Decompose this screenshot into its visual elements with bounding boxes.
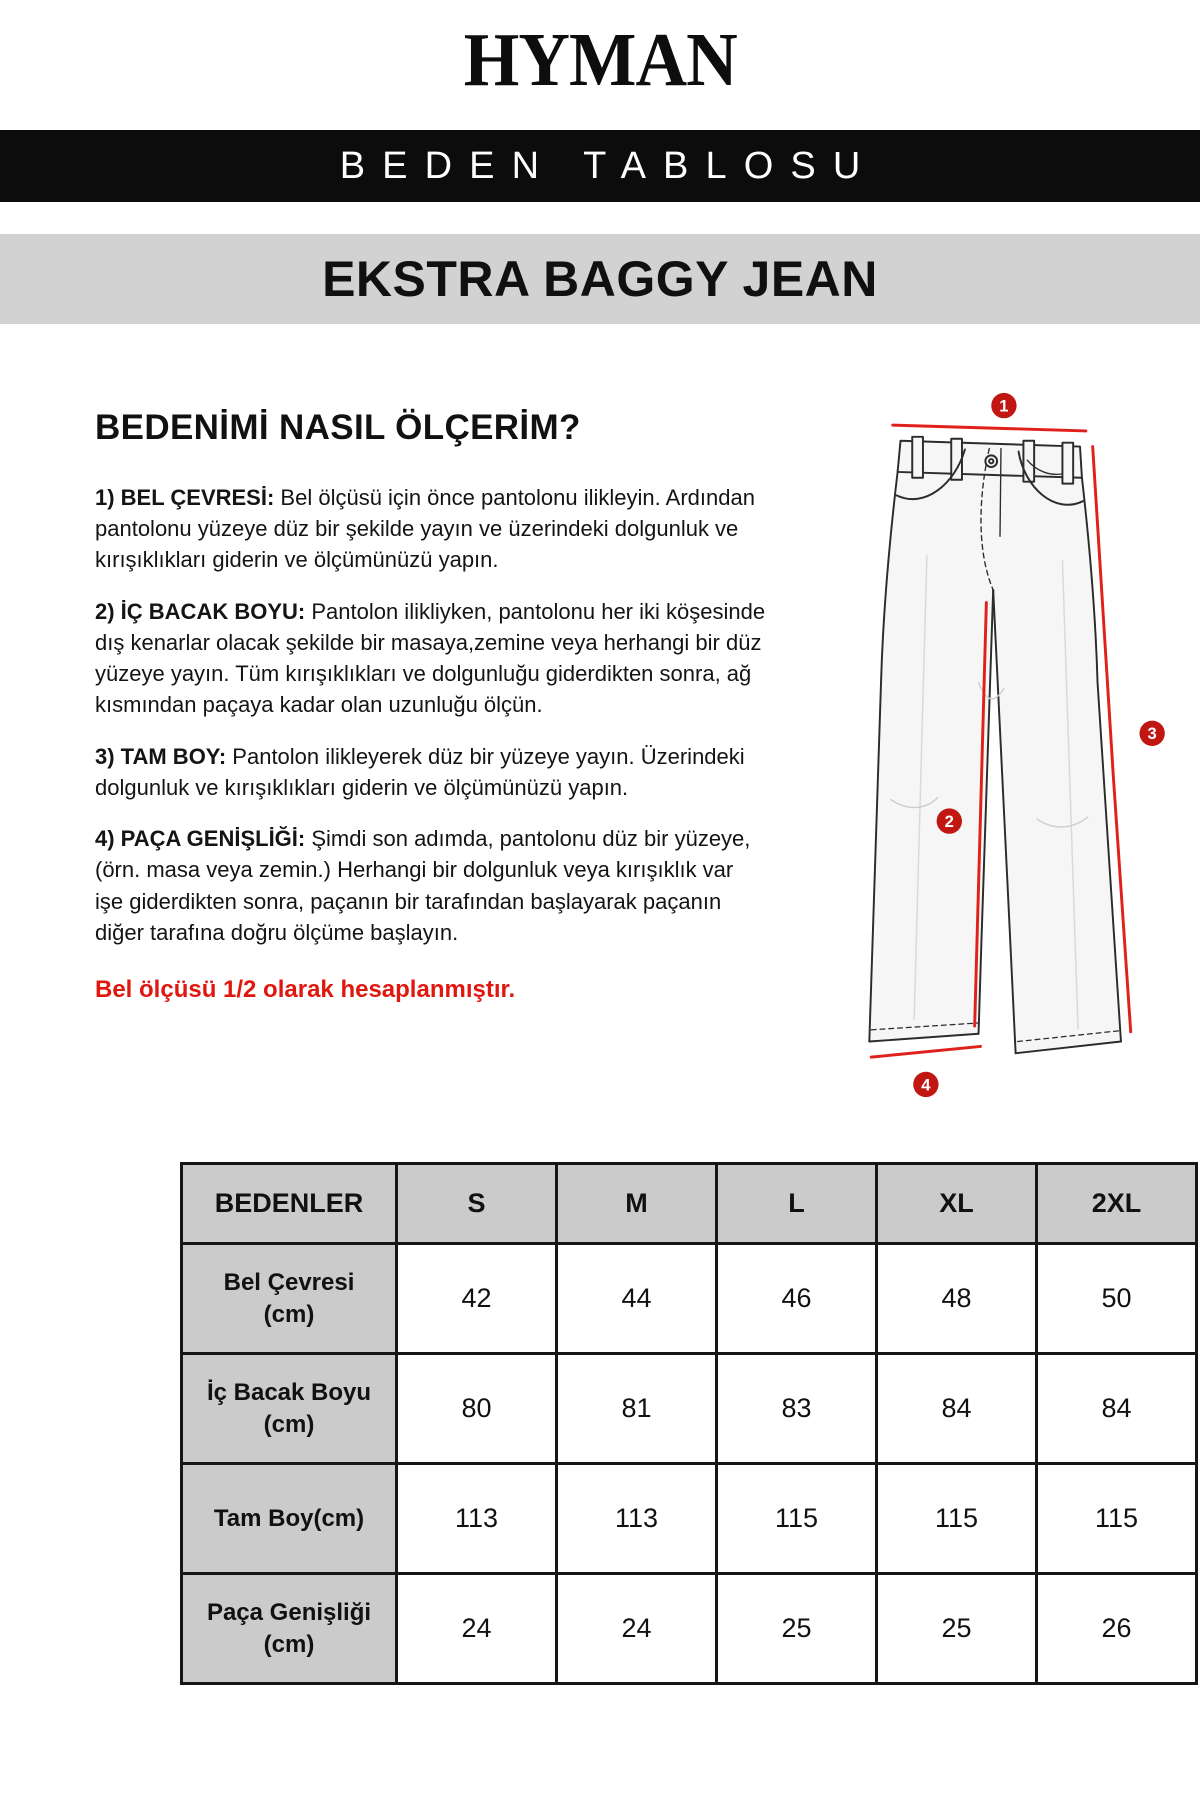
row-unit: (cm) xyxy=(263,1630,315,1658)
marker-2-number: 2 xyxy=(944,811,954,831)
product-title-bar xyxy=(0,234,1200,324)
row-header-hem-width xyxy=(182,1574,397,1684)
cell-value: 44 xyxy=(557,1244,717,1354)
cell-value: 83 xyxy=(717,1354,877,1464)
hem-measure-line xyxy=(871,1046,980,1057)
measure-step-2-label: 2) İÇ BACAK BOYU: xyxy=(95,598,306,624)
measure-step-4-text: Şimdi son adımda, pantolonu düz bir yüzeye, (örn. masa veya zemin.) Herhangi bir dolgunluk veya kırışıklık var işe giderdikten sonra, paçanın bir tarafından başlayarak paçanın diğer tarafına doğru ölçüme başlayın. xyxy=(95,826,751,945)
product-title: EKSTRA BAGGY JEAN xyxy=(322,251,878,307)
measure-step-2 xyxy=(95,596,767,721)
table-row xyxy=(182,1354,1197,1464)
measure-step-1-label: 1) BEL ÇEVRESİ: xyxy=(95,485,275,510)
col-header-m: M xyxy=(557,1164,717,1244)
row-unit: (cm) xyxy=(263,1300,315,1328)
measure-step-3 xyxy=(95,741,767,803)
cell-value: 84 xyxy=(1037,1354,1197,1464)
measurement-note: Bel ölçüsü 1/2 olarak hesaplanmıştır. xyxy=(95,976,516,1004)
measure-step-4-label: 4) PAÇA GENİŞLİĞİ: xyxy=(95,826,306,852)
cell-value: 115 xyxy=(717,1464,877,1574)
measure-step-1 xyxy=(95,482,767,576)
marker-3-number: 3 xyxy=(1147,724,1157,744)
table-row xyxy=(182,1244,1197,1354)
cell-value: 24 xyxy=(557,1574,717,1684)
cell-value: 81 xyxy=(557,1354,717,1464)
cell-value: 115 xyxy=(877,1464,1037,1574)
cell-value: 24 xyxy=(397,1574,557,1684)
col-header-xl: XL xyxy=(877,1164,1037,1244)
col-header-2xl: 2XL xyxy=(1037,1164,1197,1244)
cell-value: 26 xyxy=(1037,1574,1197,1684)
row-label: Tam Boy(cm) xyxy=(213,1504,365,1532)
row-header-inseam xyxy=(182,1354,397,1464)
row-header-waist xyxy=(182,1244,397,1354)
col-header-sizes: BEDENLER xyxy=(182,1164,397,1244)
jeans-technical-drawing xyxy=(828,390,1173,1102)
measure-step-2-text: Pantolon ilikliyken, pantolonu her iki köşesinde dış kenarlar olacak şekilde bir masaya,zemine veya herhangi bir düz yüzeye yayın. Tüm kırışıklıkları ve dolgunluğu giderdikten sonra, ağ kısmından paçaya kadar olan uzunluğu ölçün. xyxy=(95,598,766,718)
row-label: Paça Genişliği xyxy=(206,1599,372,1627)
cell-value: 42 xyxy=(397,1244,557,1354)
cell-value: 25 xyxy=(877,1574,1037,1684)
cell-value: 50 xyxy=(1037,1244,1197,1354)
cell-value: 113 xyxy=(397,1464,557,1574)
cell-value: 80 xyxy=(397,1354,557,1464)
size-table xyxy=(180,1162,1198,1685)
cell-value: 113 xyxy=(557,1464,717,1574)
measure-step-4 xyxy=(95,823,767,948)
marker-1-number: 1 xyxy=(999,396,1009,416)
jeans-body xyxy=(869,441,1121,1054)
row-header-full-length xyxy=(182,1464,397,1574)
cell-value: 25 xyxy=(717,1574,877,1684)
size-table-section xyxy=(180,1162,1198,1685)
brand-logo-text: HYMAN xyxy=(463,18,737,102)
cell-value: 115 xyxy=(1037,1464,1197,1574)
size-table-banner-label: BEDEN TABLOSU xyxy=(339,144,878,187)
measure-step-3-label: 3) TAM BOY: xyxy=(95,743,227,769)
row-label: İç Bacak Boyu xyxy=(206,1379,372,1407)
col-header-l: L xyxy=(717,1164,877,1244)
table-row xyxy=(182,1464,1197,1574)
table-row xyxy=(182,1574,1197,1684)
measure-step-3-text: Pantolon ilikleyerek düz bir yüzeye yayın. Üzerindeki dolgunluk ve kırışıklıkları giderin ve ölçümünüzü yapın. xyxy=(95,743,745,800)
waist-measure-line xyxy=(893,425,1086,431)
cell-value: 48 xyxy=(877,1244,1037,1354)
col-header-s: S xyxy=(397,1164,557,1244)
measure-step-1-text: Bel ölçüsü için önce pantolonu ilikleyin. Ardından pantolonu yüzeye düz bir şekilde yayın ve üzerindeki dolgunluk ve kırışıklıkları giderin ve ölçümünüzü yapın. xyxy=(95,485,755,573)
cell-value: 84 xyxy=(877,1354,1037,1464)
row-unit: (cm) xyxy=(263,1410,315,1438)
size-table-header-row xyxy=(182,1164,1197,1244)
cell-value: 46 xyxy=(717,1244,877,1354)
brand-logo xyxy=(0,18,1200,102)
marker-4-number: 4 xyxy=(921,1075,931,1095)
jeans-diagram xyxy=(828,390,1173,1102)
row-label: Bel Çevresi xyxy=(223,1269,355,1297)
howto-section xyxy=(95,408,767,1004)
size-table-banner xyxy=(0,130,1200,202)
howto-title: BEDENİMİ NASIL ÖLÇERİM? xyxy=(95,408,581,447)
